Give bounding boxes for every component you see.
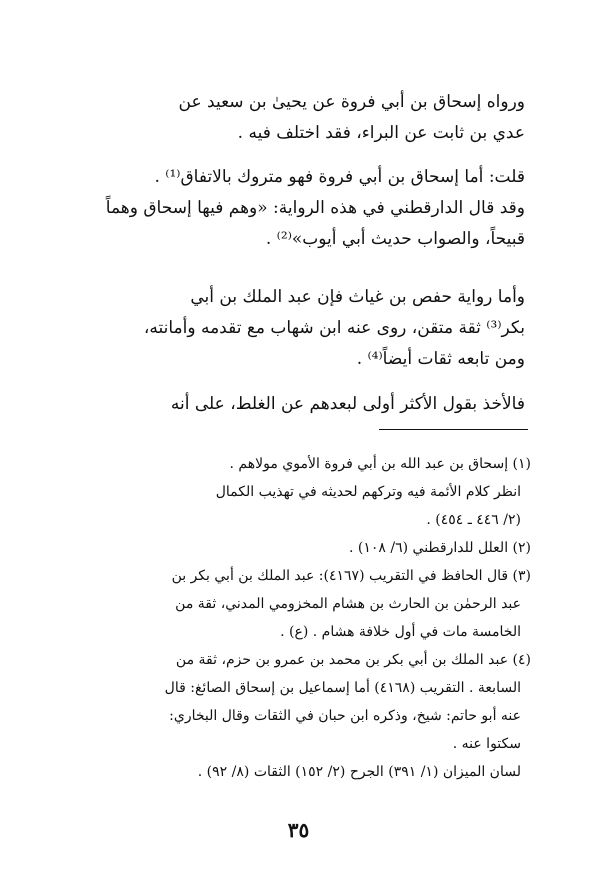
footnote-line: عنه أبو حاتم: شيخ، وذكره ابن حبان في الثقات وقال البخاري: (169, 708, 521, 724)
text-line: قبيحاً، والصواب حديث أبي أيوب»⁽²⁾ . (265, 229, 525, 249)
footnote-line: عبد الرحمٰن بن الحارث بن هشام المخزومي المدني، ثقة من (175, 596, 521, 612)
text-line: فالأخذ بقول الأكثر أولى لبعدهم عن الغلط، على أنه (170, 394, 525, 414)
footnote-line: الخامسة مات في أول خلافة هشام . (ع) . (280, 624, 521, 640)
footnote-2 (95, 534, 531, 562)
text-line: ومن تابعه ثقات أيضاً⁽⁴⁾ . (356, 349, 525, 369)
main-text (95, 282, 525, 375)
footnote-3 (95, 562, 531, 646)
footnote-separator (379, 429, 528, 430)
text-line: ورواه إسحاق بن أبي فروة عن يحيىٰ بن سعيد عن (178, 92, 525, 112)
main-text (95, 87, 525, 149)
text-line: بكر⁽³⁾ ثقة متقن، روى عنه ابن شهاب مع تقدمه وأمانته، (143, 318, 525, 338)
text-line: وأما رواية حفص بن غياث فإن عبد الملك بن أبي (190, 287, 525, 307)
main-text (95, 162, 525, 255)
footnote-line: لسان الميزان (١/ ٣٩١) الجرح (٢/ ١٥٢) الثقات (٨/ ٩٢) . (197, 764, 521, 780)
text-line: وقد قال الدارقطني في هذه الرواية: «وهم فيها إسحاق وهماً (105, 198, 525, 218)
footnote-line: (٢/ ٤٤٦ ـ ٤٥٤) . (426, 512, 521, 528)
footnote-line: (٤) عبد الملك بن أبي بكر بن محمد بن عمرو بن حزم، ثقة من (175, 652, 531, 668)
footnote-line: سكتوا عنه . (452, 736, 521, 752)
main-text (95, 389, 525, 420)
footnote-line: (٣) قال الحافظ في التقريب (٤١٦٧): عبد الملك بن أبي بكر بن (171, 568, 531, 584)
footnote-1 (95, 450, 531, 534)
footnote-4 (95, 646, 531, 786)
footnote-line: انظر كلام الأئمة فيه وتركهم لحديثه في تهذيب الكمال (215, 484, 521, 500)
footnote-line: (٢) العلل للدارقطني (٦/ ١٠٨) . (348, 540, 531, 556)
text-line: عدي بن ثابت عن البراء، فقد اختلف فيه . (237, 123, 525, 143)
footnote-line: (١) إسحاق بن عبد الله بن أبي فروة الأموي مولاهم . (229, 456, 531, 472)
text-line: قلت: أما إسحاق بن أبي فروة فهو متروك بالاتفاق⁽¹⁾ . (154, 167, 525, 187)
page-number: ٣٥ (287, 818, 310, 842)
footnotes (95, 450, 531, 786)
footnote-line: السابعة . التقريب (٤١٦٨) أما إسماعيل بن إسحاق الصائغ: قال (164, 680, 521, 696)
